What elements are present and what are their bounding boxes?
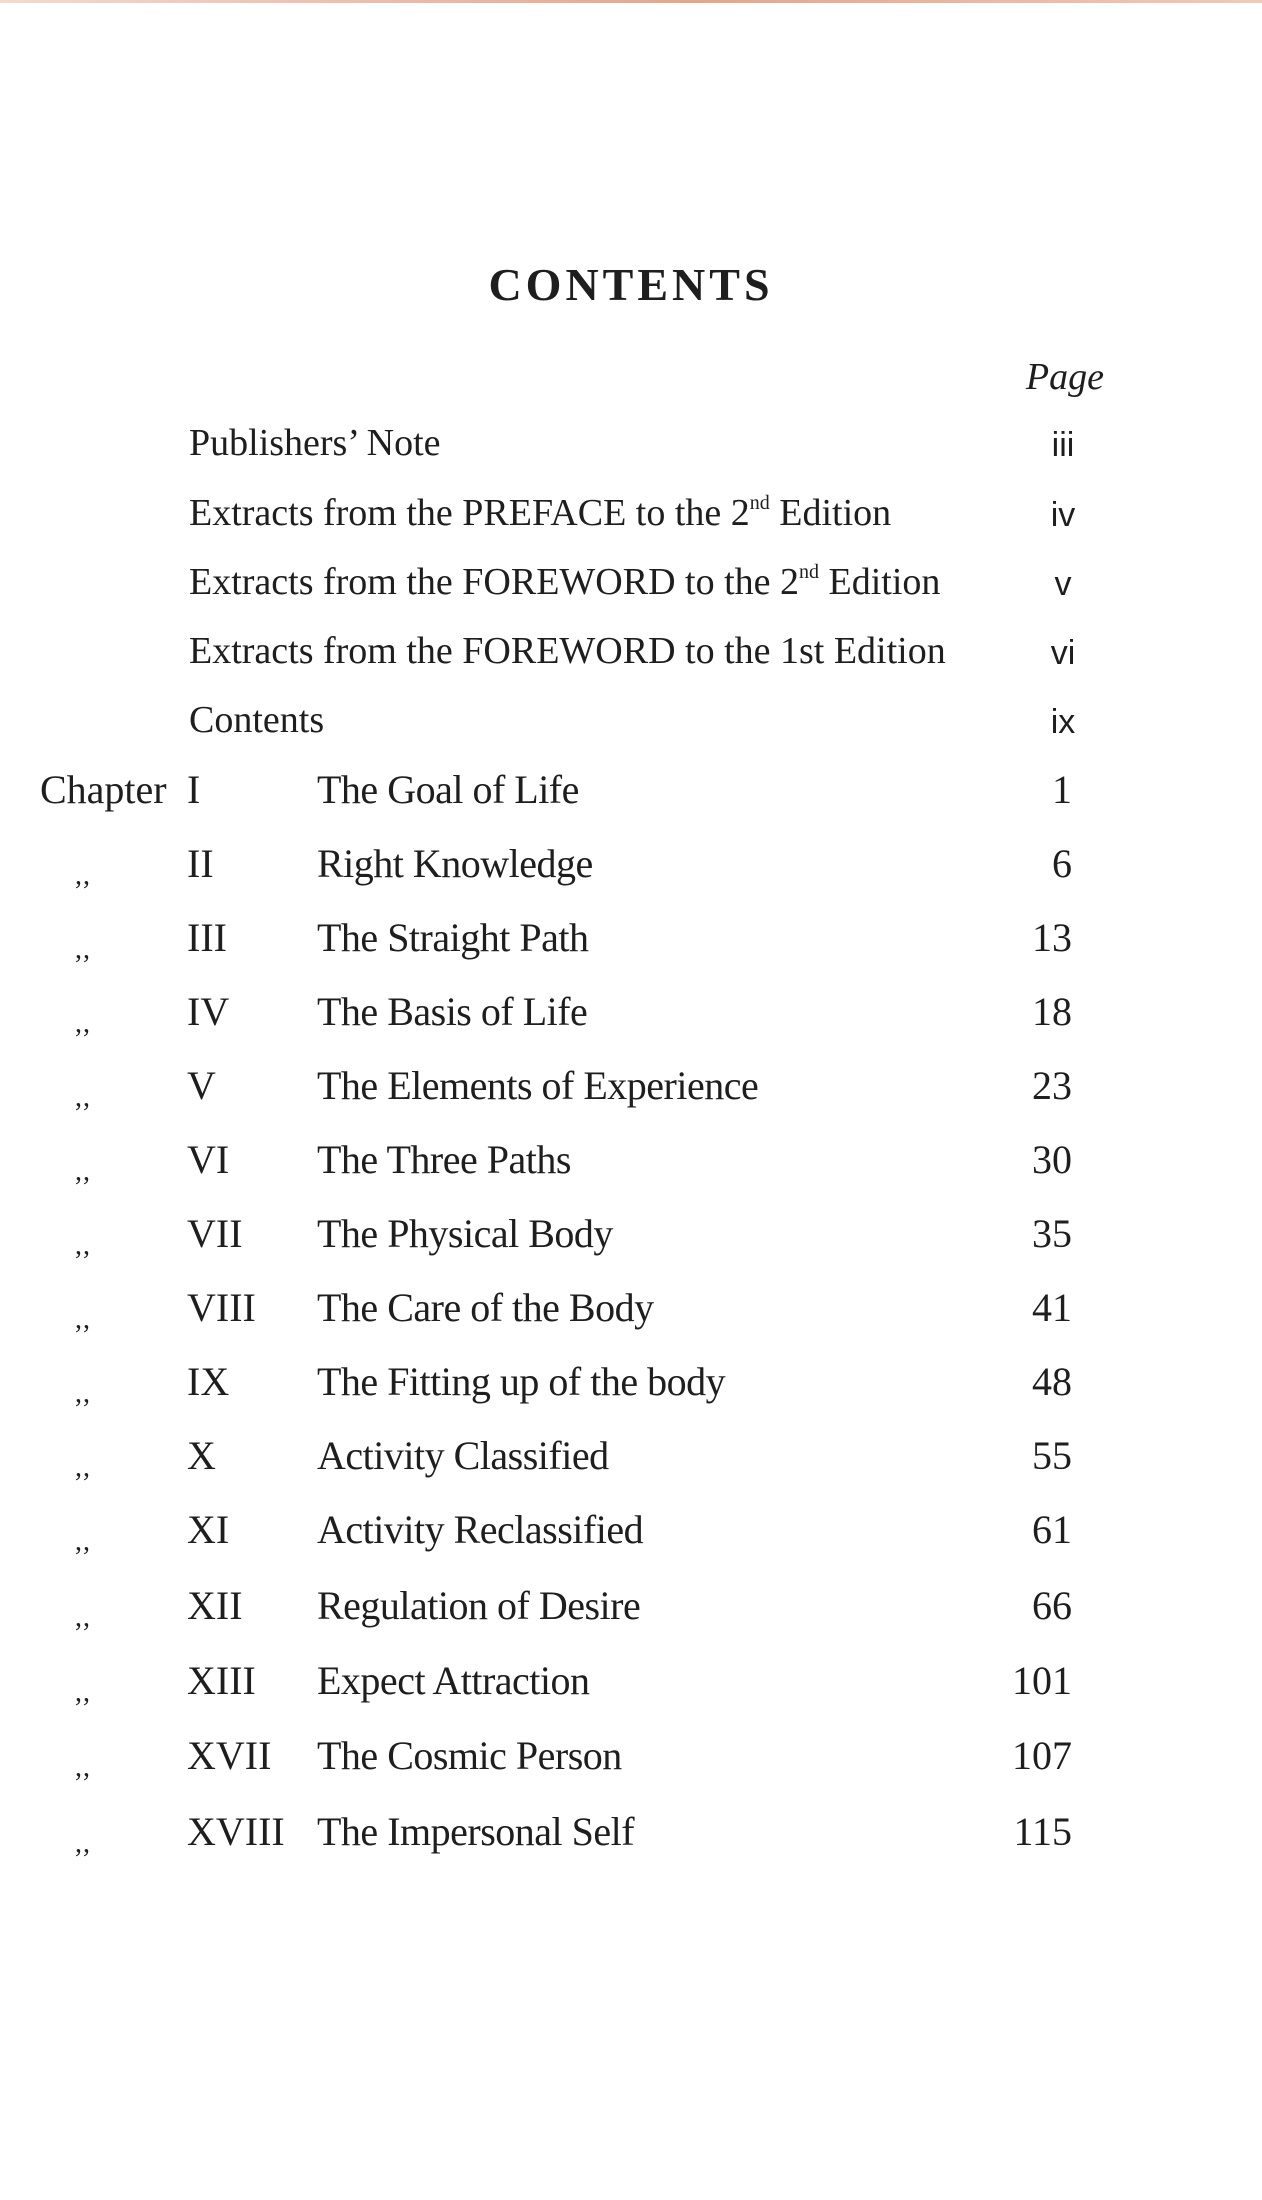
chapter-row: [0, 1507, 1262, 1570]
front-matter-item: [189, 424, 441, 462]
chapter-page: 66: [1032, 1583, 1072, 1628]
chapter-number: XI: [187, 1507, 230, 1552]
chapter-row: [0, 1359, 1262, 1422]
front-matter-page: v: [1054, 565, 1072, 603]
chapter-number: IV: [187, 989, 230, 1034]
chapter-number: II: [187, 841, 214, 886]
chapter-title: Activity Reclassified: [317, 1507, 644, 1552]
chapter-title: Activity Classified: [317, 1433, 609, 1478]
chapter-page: 107: [1012, 1733, 1072, 1778]
chapter-number: XIII: [187, 1658, 256, 1703]
chapter-row: [0, 1137, 1262, 1200]
chapter-number: I: [187, 767, 201, 812]
chapter-page: 61: [1032, 1507, 1072, 1552]
ditto-mark: ,,: [75, 860, 91, 891]
chapter-row: [0, 989, 1262, 1052]
front-matter-title-end: Edition: [769, 492, 892, 534]
chapter-page: 23: [1032, 1063, 1072, 1108]
ditto-mark: ,,: [75, 1008, 91, 1039]
chapter-title: The Fitting up of the body: [317, 1359, 726, 1404]
chapter-title: The Cosmic Person: [317, 1733, 622, 1778]
page-top-edge: [0, 0, 1262, 3]
chapter-row: [0, 915, 1262, 978]
ordinal-suffix: nd: [799, 561, 820, 583]
front-matter-page: vi: [1050, 634, 1076, 672]
front-matter-page: iii: [1051, 426, 1075, 464]
chapter-number: VII: [187, 1211, 243, 1256]
ditto-mark: ,,: [75, 1378, 91, 1409]
front-matter-page: ix: [1050, 703, 1076, 741]
chapter-row: [0, 1063, 1262, 1126]
front-matter-title: Extracts from the FOREWORD to the 1st Edition: [189, 630, 946, 672]
chapter-page: 115: [1013, 1809, 1072, 1854]
contents-title: CONTENTS: [488, 259, 774, 310]
chapter-title: The Care of the Body: [317, 1285, 654, 1330]
chapter-number: V: [187, 1063, 216, 1108]
chapter-row: [0, 1583, 1262, 1646]
chapter-number: VIII: [187, 1285, 256, 1330]
chapter-title: The Straight Path: [317, 915, 589, 960]
front-matter-title: Contents: [189, 699, 325, 741]
chapter-page: 101: [1012, 1658, 1072, 1703]
page-column-heading: Page: [1025, 356, 1104, 398]
chapter-title: Right Knowledge: [317, 841, 593, 886]
front-matter-item: [189, 632, 946, 670]
chapter-row: [0, 1285, 1262, 1348]
chapter-page: 18: [1032, 989, 1072, 1034]
chapter-row: [0, 1658, 1262, 1721]
ditto-mark: ,,: [75, 1602, 91, 1633]
chapter-number: XVII: [187, 1733, 272, 1778]
ditto-mark: ,,: [75, 934, 91, 965]
chapter-page: 48: [1032, 1359, 1072, 1404]
ditto-mark: ,,: [75, 1082, 91, 1113]
chapter-row: [0, 767, 1262, 830]
chapter-page: 30: [1032, 1137, 1072, 1182]
chapter-title: The Goal of Life: [317, 767, 579, 812]
ditto-mark: ,,: [75, 1828, 91, 1859]
front-matter-title: Publishers’ Note: [189, 422, 441, 464]
chapter-page: 6: [1052, 841, 1072, 886]
chapter-page: 41: [1032, 1285, 1072, 1330]
ditto-mark: ,,: [75, 1677, 91, 1708]
front-matter-title: Extracts from the PREFACE to the 2: [189, 492, 750, 534]
ordinal-suffix: nd: [749, 492, 770, 514]
chapter-row: [0, 1433, 1262, 1496]
chapter-page: 35: [1032, 1211, 1072, 1256]
front-matter-page: iv: [1050, 496, 1076, 534]
chapter-page: 13: [1032, 915, 1072, 960]
chapter-number: III: [187, 915, 227, 960]
chapter-title: Expect Attraction: [317, 1658, 590, 1703]
chapter-row: [0, 1809, 1262, 1872]
chapter-page: 55: [1032, 1433, 1072, 1478]
chapter-title: Regulation of Desire: [317, 1583, 641, 1628]
ditto-mark: ,,: [75, 1156, 91, 1187]
chapter-number: IX: [187, 1359, 230, 1404]
ditto-mark: ,,: [75, 1304, 91, 1335]
ditto-mark: ,,: [75, 1452, 91, 1483]
chapter-number: XII: [187, 1583, 243, 1628]
front-matter-item: [189, 494, 891, 532]
chapter-label: Chapter: [40, 767, 167, 812]
chapter-title: The Physical Body: [317, 1211, 613, 1256]
chapter-title: The Elements of Experience: [317, 1063, 759, 1108]
chapter-number: X: [187, 1433, 216, 1478]
chapter-number: VI: [187, 1137, 230, 1182]
ditto-mark: ,,: [75, 1526, 91, 1557]
front-matter-item: [189, 701, 324, 739]
front-matter-title-end: Edition: [819, 561, 941, 603]
chapter-row: [0, 1211, 1262, 1274]
front-matter-title: Extracts from the FOREWORD to the 2: [189, 561, 800, 603]
chapter-title: The Impersonal Self: [317, 1809, 635, 1854]
chapter-row: [0, 841, 1262, 904]
chapter-title: The Three Paths: [317, 1137, 571, 1182]
ditto-mark: ,,: [75, 1752, 91, 1783]
chapter-title: The Basis of Life: [317, 989, 588, 1034]
chapter-page: 1: [1052, 767, 1072, 812]
front-matter-item: [189, 563, 940, 601]
chapter-row: [0, 1733, 1262, 1796]
ditto-mark: ,,: [75, 1230, 91, 1261]
chapter-number: XVIII: [187, 1809, 285, 1854]
